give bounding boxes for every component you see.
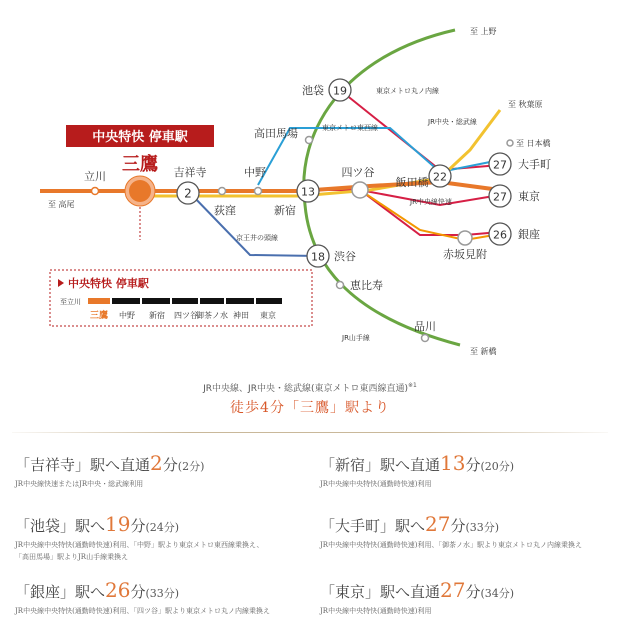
route-note: JR中央線中央特快(通勤時快速)利用 [320, 607, 432, 615]
line-label-marunouchi: 東京メトロ丸ノ内線 [376, 87, 439, 95]
route-unit: 分 [450, 517, 466, 535]
badge-ginza [489, 223, 511, 245]
station-dot-ogikubo [219, 188, 226, 195]
route-connector: 」駅へ [380, 517, 426, 535]
route-item [320, 453, 620, 489]
route-bracket-open: 「 [320, 517, 336, 535]
route-minutes: 19 [105, 512, 131, 536]
label-iidabashi: 飯田橋 [395, 176, 429, 189]
svg-text:27: 27 [493, 190, 507, 204]
route-minutes: 13 [440, 451, 466, 475]
route-connector: 」駅へ [60, 517, 106, 535]
inset-track-segment [112, 298, 140, 304]
route-note: JR中央線快速またはJR中央・総武線利用 [15, 480, 144, 488]
route-bracket-open: 「 [15, 517, 31, 535]
inset-stop-4: 御茶ノ水 [196, 311, 228, 320]
inset-stop-2: 新宿 [149, 311, 165, 320]
route-minutes: 27 [440, 578, 466, 602]
badge-tokyo [489, 185, 511, 207]
route-headline [320, 580, 620, 604]
direction-akihabara: 至 秋葉原 [508, 100, 543, 109]
inset-stop-3: 四ツ谷 [174, 311, 198, 320]
label-ogikubo: 荻窪 [214, 204, 236, 217]
label-shinagawa: 品川 [414, 320, 436, 333]
route-note: JR中央線中央特快(通勤時快速)利用 [320, 480, 432, 488]
inokashira-line [190, 193, 318, 256]
route-unit: 分 [465, 583, 481, 601]
route-station: 吉祥寺 [30, 456, 76, 474]
route-station: 銀座 [30, 583, 61, 601]
line-label-inokashira: 京王井の頭線 [236, 234, 278, 242]
inset-stop-1: 中野 [119, 311, 135, 320]
route-unit: 分 [130, 583, 146, 601]
route-note: JR中央線中央特快(通勤時快速)利用、「御茶ノ水」駅より東京メトロ丸ノ内線乗換え [320, 541, 583, 549]
caption-note-mark: ※1 [407, 382, 417, 389]
route-headline [15, 514, 315, 538]
inset-stop-0: 三鷹 [89, 311, 109, 321]
inset-stop-6: 東京 [260, 311, 276, 320]
direction-shinbashi: 至 新橋 [470, 347, 497, 356]
route-item [15, 453, 315, 489]
route-minutes: 27 [425, 512, 451, 536]
route-bracket-open: 「 [320, 583, 336, 601]
route-connector: 」駅へ直通 [75, 456, 151, 474]
route-item [15, 514, 315, 562]
label-shibuya: 渋谷 [334, 250, 356, 263]
route-item [320, 580, 620, 616]
route-unit: 分 [465, 456, 481, 474]
inset-track-segment [226, 298, 254, 304]
line-label-tozai: 東京メトロ東西線 [322, 124, 378, 132]
svg-text:13: 13 [301, 185, 315, 199]
badge-ikebukuro [329, 79, 351, 101]
label-yotsuya: 四ツ谷 [341, 166, 375, 179]
route-headline [320, 453, 620, 477]
label-tachikawa: 立川 [84, 170, 106, 183]
label-nakano: 中野 [244, 166, 266, 179]
route-rush-minutes: (34分) [480, 587, 515, 600]
route-headline [320, 514, 620, 538]
station-dot-yotsuya [352, 182, 368, 198]
label-ikebukuro: 池袋 [302, 84, 324, 97]
route-bracket-open: 「 [15, 456, 31, 474]
badge-otemachi [489, 153, 511, 175]
svg-text:27: 27 [493, 158, 507, 172]
inset-track-segment [88, 298, 110, 304]
label-ginza: 銀座 [518, 228, 540, 241]
route-note: JR中央線中央特快(通勤時快速)利用、「中野」駅より東京メトロ東西線乗換え、 [15, 541, 264, 549]
route-rush-minutes: (2分) [177, 460, 205, 473]
label-tokyo: 東京 [518, 190, 540, 203]
inset-stop-5: 神田 [233, 311, 249, 320]
label-ebisu: 恵比寿 [350, 279, 383, 292]
inset-track-segment [256, 298, 282, 304]
route-note: JR中央線中央特快(通勤時快速)利用、「四ツ谷」駅より東京メトロ丸ノ内線乗換え [15, 607, 271, 615]
badge-shinjuku [297, 180, 319, 202]
svg-text:19: 19 [333, 84, 347, 98]
divider [12, 432, 608, 433]
badge-shibuya [307, 245, 329, 267]
route-rush-minutes: (33分) [145, 587, 180, 600]
label-shinjuku: 新宿 [274, 204, 296, 217]
route-station: 新宿 [335, 456, 366, 474]
title-badge-label: 中央特快 停車駅 [92, 130, 188, 145]
station-dot-takadanobaba [306, 137, 313, 144]
badge-kichijoji [177, 182, 199, 204]
home-station-label: 三鷹 [122, 154, 158, 175]
station-dot-tachikawa [92, 188, 99, 195]
line-label-yamanote: JR山手線 [342, 334, 370, 342]
direction-takao: 至 高尾 [48, 200, 75, 209]
inset-from: 至立川 [60, 298, 81, 306]
route-rush-minutes: (24分) [145, 521, 180, 534]
route-bracket-open: 「 [320, 456, 336, 474]
line-label-chuo-sobu: JR中央・総武線 [428, 118, 477, 126]
station-dot-ebisu [337, 282, 344, 289]
route-headline [15, 580, 315, 604]
inset-header: 中央特快 停車駅 [68, 277, 149, 290]
station-dot-nakano [255, 188, 262, 195]
label-kichijoji: 吉祥寺 [173, 166, 207, 179]
route-station: 東京 [335, 583, 366, 601]
route-minutes: 2 [150, 451, 163, 475]
marunouchi-line [340, 90, 500, 235]
inset-track [88, 298, 282, 304]
route-headline [15, 453, 315, 477]
route-connector: 」駅へ [60, 583, 106, 601]
route-station: 池袋 [30, 517, 61, 535]
route-station: 大手町 [335, 517, 381, 535]
route-unit: 分 [162, 456, 178, 474]
inset-track-segment [172, 298, 198, 304]
route-rush-minutes: (33分) [465, 521, 500, 534]
direction-nihonbashi: 至 日本橋 [516, 139, 551, 148]
svg-text:2: 2 [184, 186, 192, 201]
badge-iidabashi [429, 165, 451, 187]
station-dot-nihonbashi [507, 140, 513, 146]
caption-lines [0, 381, 620, 394]
line-label-chuo-rapid: JR中央線快速 [410, 198, 452, 206]
label-takadanobaba: 高田馬場 [254, 127, 298, 140]
route-connector: 」駅へ直通 [365, 456, 441, 474]
route-item [320, 514, 620, 550]
svg-text:26: 26 [493, 228, 507, 242]
station-dot-mitaka-core [129, 180, 151, 202]
caption-walk: 徒歩4分「三鷹」駅より [230, 400, 390, 416]
label-akasaka: 赤坂見附 [443, 248, 487, 261]
caption-lines-text: JR中央線、JR中央・総武線(東京メトロ東西線直通) [203, 384, 408, 394]
direction-ueno: 至 上野 [470, 27, 497, 36]
route-bracket-open: 「 [15, 583, 31, 601]
route-rush-minutes: (20分) [480, 460, 515, 473]
route-connector: 」駅へ直通 [365, 583, 441, 601]
svg-text:18: 18 [311, 250, 325, 264]
station-dot-shinagawa [422, 335, 429, 342]
route-unit: 分 [130, 517, 146, 535]
route-minutes: 26 [105, 578, 131, 602]
inset-track-segment [142, 298, 170, 304]
route-note: 「高田馬場」駅よりJR山手線乗換え [15, 553, 129, 561]
station-dot-akasaka [458, 231, 472, 245]
inset-track-segment [200, 298, 224, 304]
svg-text:22: 22 [433, 170, 447, 184]
route-item [15, 580, 315, 616]
label-otemachi: 大手町 [518, 158, 551, 171]
